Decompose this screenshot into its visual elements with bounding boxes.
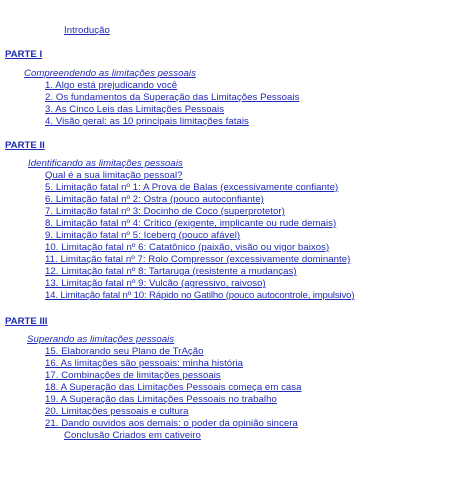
toc-link-chapter-11[interactable]: 11. Limitação fatal nº 7: Rolo Compressor (excessivamente dominante) — [45, 254, 351, 265]
toc-link-chapter-10[interactable]: 10. Limitação fatal nº 6: Catatônico (paixão, visão ou vigor baixos) — [45, 242, 330, 253]
toc-link-chapter-6[interactable]: 6. Limitação fatal nº 2: Ostra (pouco autoconfiante) — [45, 194, 264, 205]
toc-link-conclusion[interactable]: Conclusão Criados em cativeiro — [64, 430, 201, 441]
toc-link-quiz[interactable]: Qual é a sua limitação pessoal? — [45, 170, 183, 181]
toc-link-chapter-1[interactable]: 1. Algo está prejudicando você — [45, 80, 178, 91]
toc-link-chapter-15[interactable]: 15. Elaborando seu Plano de TrAção — [45, 346, 204, 357]
toc-link-chapter-17[interactable]: 17. Combinações de limitações pessoais — [45, 370, 221, 381]
part-3-subtitle[interactable]: Superando as limitações pessoais — [27, 334, 175, 345]
toc-link-chapter-9[interactable]: 9. Limitação fatal nº 5: Iceberg (pouco afável) — [45, 230, 241, 241]
toc-link-chapter-16[interactable]: 16. As limitações são pessoais: minha história — [45, 358, 244, 369]
toc-link-chapter-7[interactable]: 7. Limitação fatal nº 3: Docinho de Coco (superprotetor) — [45, 206, 285, 217]
toc-link-chapter-21[interactable]: 21. Dando ouvidos aos demais: o poder da opinião sincera — [45, 418, 298, 429]
toc-link-chapter-2[interactable]: 2. Os fundamentos da Superação das Limitações Pessoais — [45, 92, 300, 103]
toc-link-chapter-18[interactable]: 18. A Superação das Limitações Pessoais começa em casa — [45, 382, 302, 393]
part-1-subtitle[interactable]: Compreendendo as limitações pessoais — [24, 68, 196, 79]
part-2-subtitle[interactable]: Identificando as limitações pessoais — [28, 158, 183, 169]
toc-link-chapter-4[interactable]: 4. Visão geral: as 10 principais limitações fatais — [45, 116, 249, 127]
toc-link-chapter-12[interactable]: 12. Limitação fatal nº 8: Tartaruga (resistente a mudanças) — [45, 266, 297, 277]
toc-link-chapter-14[interactable]: 14. Limitação fatal nº 10: Rápido no Gatilho (pouco autocontrole, impulsivo) — [45, 290, 355, 301]
toc-link-chapter-5[interactable]: 5. Limitação fatal nº 1: A Prova de Balas (excessivamente confiante) — [45, 182, 339, 193]
toc-link-chapter-13[interactable]: 13. Limitação fatal nº 9: Vulcão (agressivo, raivoso) — [45, 278, 266, 289]
toc-link-chapter-3[interactable]: 3. As Cinco Leis das Limitações Pessoais — [45, 104, 225, 115]
part-3-heading[interactable]: PARTE III — [5, 316, 48, 327]
toc-link-chapter-19[interactable]: 19. A Superação das Limitações Pessoais no trabalho — [45, 394, 277, 405]
toc-link-introduction[interactable]: Introdução — [64, 25, 110, 36]
part-1-heading[interactable]: PARTE I — [5, 49, 43, 60]
toc-link-chapter-8[interactable]: 8. Limitação fatal nº 4: Crítico (exigente, implicante ou rude demais) — [45, 218, 337, 229]
toc-link-chapter-20[interactable]: 20. Limitações pessoais e cultura — [45, 406, 189, 417]
part-2-heading[interactable]: PARTE II — [5, 140, 45, 151]
